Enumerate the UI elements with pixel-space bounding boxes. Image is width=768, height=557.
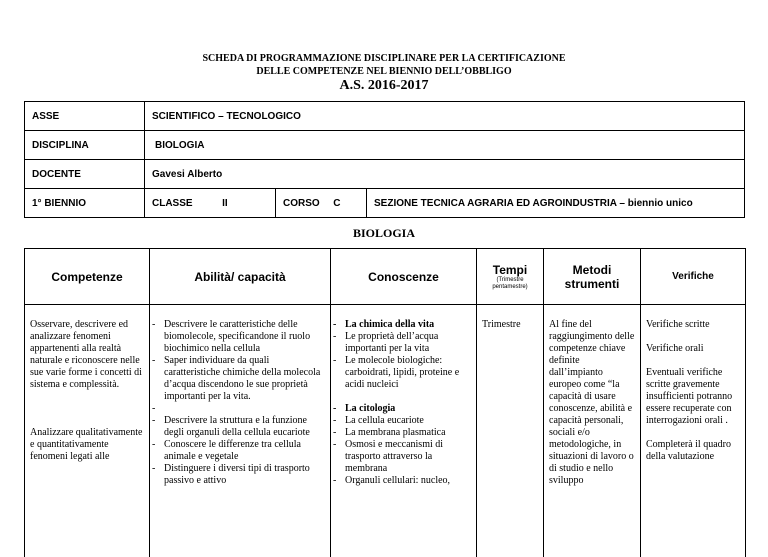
abilita-item: - Conoscere le differenze tra cellula animale e vegetale [152, 439, 325, 463]
col-tempi-label: Tempi [493, 263, 527, 277]
conoscenze-item: - La cellula eucariote [333, 415, 471, 427]
conoscenze-item: - Osmosi e meccanismi di trasporto attraverso la membrana [333, 439, 471, 475]
disciplina-label: DISCIPLINA [25, 131, 145, 160]
document-title-line-2: DELLE COMPETENZE NEL BIENNIO DELL’OBBLIGO [0, 66, 768, 78]
content-row [25, 305, 746, 557]
col-verifiche: Verifiche [641, 249, 746, 305]
corso-cell [276, 189, 367, 218]
school-year: A.S. 2016-2017 [0, 78, 768, 94]
verifiche-item: Completerà il quadro della valutazione [646, 439, 740, 463]
conoscenze-cell [331, 305, 477, 557]
metodi-cell: Al fine del raggiungimento delle competenze chiave definite dall’impianto europeo come “la capacità di usare conoscenze, abilità e capacità personali, sociali e/o metodologiche, in situazioni di lavoro o di studio e nello sviluppo [544, 305, 641, 557]
corso-label: CORSO [283, 198, 320, 209]
docente-value: Gavesi Alberto [145, 160, 745, 189]
verifiche-item: Eventuali verifiche scritte gravemente insufficienti potranno essere recuperate con interrogazioni orali . [646, 367, 740, 427]
classe-cell [145, 189, 276, 218]
col-competenze: Competenze [25, 249, 150, 305]
col-tempi-note: (Trimestre pentamestre) [481, 277, 539, 291]
abilita-item: - Distinguere i diversi tipi di trasporto passivo e attivo [152, 463, 325, 487]
col-conoscenze: Conoscenze [331, 249, 477, 305]
verifiche-item: Verifiche scritte [646, 319, 740, 331]
asse-row [25, 102, 745, 131]
conoscenze-item: - Le molecole biologiche: carboidrati, lipidi, proteine e acidi nucleici [333, 355, 471, 391]
asse-label: ASSE [25, 102, 145, 131]
verifiche-item: Verifiche orali [646, 343, 740, 355]
competenza-item: Analizzare qualitativamente e quantitativamente fenomeni legati alle [30, 427, 144, 463]
header-row [25, 249, 746, 305]
corso-value: C [333, 198, 340, 209]
docente-label: DOCENTE [25, 160, 145, 189]
abilita-item: - Descrivere le caratteristiche delle biomolecole, specificandone il ruolo biochimico nella cellula [152, 319, 325, 355]
col-tempi [477, 249, 544, 305]
conoscenze-item: - La membrana plasmatica [333, 427, 471, 439]
conoscenze-item: - La chimica della vita [333, 319, 471, 331]
programme-table [24, 248, 746, 557]
competenze-cell [25, 305, 150, 557]
abilita-item: - Saper individuare da quali caratteristiche chimiche della molecola d’acqua discendono le sue proprietà importanti per la vita. [152, 355, 325, 403]
disciplina-row [25, 131, 745, 160]
document-title-line-1: SCHEDA DI PROGRAMMAZIONE DISCIPLINARE PER LA CERTIFICAZIONE [0, 53, 768, 65]
section-title: BIOLOGIA [0, 226, 768, 241]
verifiche-cell [641, 305, 746, 557]
info-table [24, 101, 745, 218]
classe-label: CLASSE [152, 198, 193, 209]
asse-value: SCIENTIFICO – TECNOLOGICO [145, 102, 745, 131]
conoscenze-item: - Le proprietà dell’acqua importanti per la vita [333, 331, 471, 355]
abilita-cell [150, 305, 331, 557]
competenza-item: Osservare, descrivere ed analizzare fenomeni appartenenti alla realtà naturale e riconoscere nelle sue varie forme i concetti di sistema e complessità. [30, 319, 144, 391]
tempi-cell: Trimestre [477, 305, 544, 557]
col-metodi: Metodi strumenti [544, 249, 641, 305]
abilita-item: - Descrivere la struttura e la funzione degli organuli della cellula eucariote [152, 415, 325, 439]
abilita-item [152, 403, 325, 415]
conoscenze-item: - Organuli cellulari: nucleo, [333, 475, 471, 487]
classe-value: II [222, 198, 228, 209]
biennio-label: 1° BIENNIO [25, 189, 145, 218]
conoscenze-item: - La citologia [333, 403, 471, 415]
disciplina-value: BIOLOGIA [145, 131, 745, 160]
docente-row [25, 160, 745, 189]
col-abilita: Abilità/ capacità [150, 249, 331, 305]
classe-row [25, 189, 745, 218]
sezione-value: SEZIONE TECNICA AGRARIA ED AGROINDUSTRIA – biennio unico [367, 189, 745, 218]
